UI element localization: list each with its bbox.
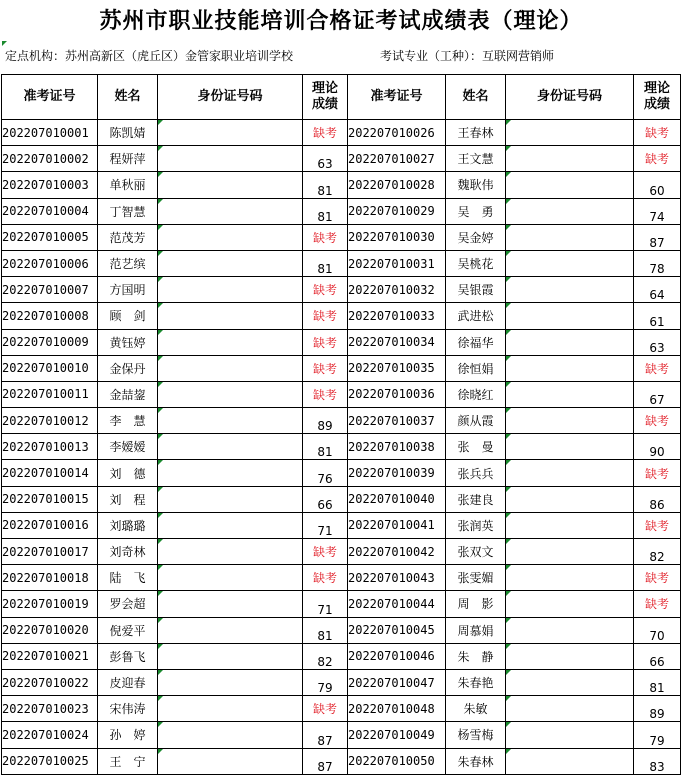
exam-no-cell: 202207010021 — [2, 643, 98, 669]
header-name-right: 姓名 — [446, 75, 506, 120]
cell-marker — [158, 277, 163, 282]
cell-marker — [506, 382, 511, 387]
id-no-cell — [158, 748, 303, 774]
score-table — [1, 74, 681, 775]
exam-no-cell: 202207010036 — [348, 381, 446, 407]
id-no-cell — [506, 250, 634, 276]
exam-no-cell: 202207010024 — [2, 722, 98, 748]
cell-marker — [158, 146, 163, 151]
score-cell: 66 — [634, 643, 681, 669]
score-cell-absent: 缺考 — [303, 303, 348, 329]
exam-no-cell: 202207010030 — [348, 224, 446, 250]
cell-marker — [158, 591, 163, 596]
cell-marker — [158, 172, 163, 177]
table-row — [2, 303, 681, 329]
name-cell: 张雯媚 — [446, 565, 506, 591]
cell-marker — [506, 330, 511, 335]
id-no-cell — [506, 643, 634, 669]
cell-marker — [158, 696, 163, 701]
cell-marker — [506, 749, 511, 754]
id-no-cell — [158, 617, 303, 643]
cell-marker — [506, 670, 511, 675]
id-no-cell — [158, 512, 303, 538]
score-cell: 81 — [634, 669, 681, 695]
name-cell: 程妍萍 — [98, 146, 158, 172]
id-no-cell — [506, 722, 634, 748]
exam-no-cell: 202207010050 — [348, 748, 446, 774]
name-cell: 王春林 — [446, 120, 506, 146]
name-cell: 朱 静 — [446, 643, 506, 669]
id-no-cell — [158, 303, 303, 329]
exam-no-cell: 202207010027 — [348, 146, 446, 172]
score-cell-absent: 缺考 — [303, 539, 348, 565]
cell-marker — [158, 749, 163, 754]
score-cell: 87 — [303, 748, 348, 774]
exam-no-cell: 202207010008 — [2, 303, 98, 329]
score-cell-absent: 缺考 — [634, 591, 681, 617]
cell-marker — [506, 513, 511, 518]
id-no-cell — [506, 460, 634, 486]
name-cell: 金保丹 — [98, 355, 158, 381]
id-no-cell — [158, 408, 303, 434]
score-cell: 83 — [634, 748, 681, 774]
id-no-cell — [506, 486, 634, 512]
table-row — [2, 329, 681, 355]
score-cell: 63 — [303, 146, 348, 172]
cell-marker — [506, 644, 511, 649]
exam-no-cell: 202207010045 — [348, 617, 446, 643]
id-no-cell — [158, 696, 303, 722]
score-cell: 67 — [634, 381, 681, 407]
name-cell: 吴银霞 — [446, 277, 506, 303]
table-row — [2, 539, 681, 565]
id-no-cell — [506, 539, 634, 565]
exam-no-cell: 202207010010 — [2, 355, 98, 381]
name-cell: 李嫒嫒 — [98, 434, 158, 460]
name-cell: 宋伟涛 — [98, 696, 158, 722]
exam-no-cell: 202207010029 — [348, 198, 446, 224]
score-cell: 66 — [303, 486, 348, 512]
id-no-cell — [506, 381, 634, 407]
name-cell: 黄钰婷 — [98, 329, 158, 355]
id-no-cell — [158, 486, 303, 512]
name-cell: 徐晓红 — [446, 381, 506, 407]
id-no-cell — [506, 434, 634, 460]
exam-no-cell: 202207010020 — [2, 617, 98, 643]
id-no-cell — [158, 565, 303, 591]
exam-no-cell: 202207010005 — [2, 224, 98, 250]
page-title: 苏州市职业技能培训合格证考试成绩表（理论） — [99, 9, 583, 34]
header-score-right-line1: 理论 — [643, 81, 670, 96]
name-cell: 王 宁 — [98, 748, 158, 774]
id-no-cell — [158, 120, 303, 146]
name-cell: 徐恒娟 — [446, 355, 506, 381]
exam-no-cell: 202207010044 — [348, 591, 446, 617]
header-id-no-right: 身份证号码 — [506, 75, 634, 120]
id-no-cell — [158, 669, 303, 695]
header-score-line2: 成绩 — [311, 97, 338, 112]
score-cell-absent: 缺考 — [634, 565, 681, 591]
score-cell: 70 — [634, 617, 681, 643]
score-cell: 86 — [634, 486, 681, 512]
id-no-cell — [158, 355, 303, 381]
cell-marker — [506, 172, 511, 177]
name-cell: 方国明 — [98, 277, 158, 303]
exam-no-cell: 202207010013 — [2, 434, 98, 460]
table-row — [2, 224, 681, 250]
id-no-cell — [506, 120, 634, 146]
exam-no-cell: 202207010043 — [348, 565, 446, 591]
name-cell: 吴 勇 — [446, 198, 506, 224]
table-row — [2, 460, 681, 486]
name-cell: 徐福华 — [446, 329, 506, 355]
score-cell-absent: 缺考 — [634, 355, 681, 381]
name-cell: 罗会超 — [98, 591, 158, 617]
score-cell: 89 — [303, 408, 348, 434]
id-no-cell — [506, 355, 634, 381]
cell-marker — [506, 277, 511, 282]
table-row — [2, 643, 681, 669]
name-cell: 朱春林 — [446, 748, 506, 774]
score-cell-absent: 缺考 — [303, 565, 348, 591]
score-cell-absent: 缺考 — [634, 408, 681, 434]
score-cell: 74 — [634, 198, 681, 224]
table-row — [2, 198, 681, 224]
id-no-cell — [506, 277, 634, 303]
exam-no-cell: 202207010023 — [2, 696, 98, 722]
id-no-cell — [158, 146, 303, 172]
score-cell: 79 — [303, 669, 348, 695]
name-cell: 单秋丽 — [98, 172, 158, 198]
table-row — [2, 696, 681, 722]
table-row — [2, 277, 681, 303]
cell-marker — [506, 618, 511, 623]
table-row — [2, 381, 681, 407]
name-cell: 范茂芳 — [98, 224, 158, 250]
id-no-cell — [506, 303, 634, 329]
exam-no-cell: 202207010038 — [348, 434, 446, 460]
table-row — [2, 434, 681, 460]
exam-no-cell: 202207010042 — [348, 539, 446, 565]
name-cell: 陈凯婧 — [98, 120, 158, 146]
name-cell: 刘 德 — [98, 460, 158, 486]
table-row — [2, 512, 681, 538]
exam-no-cell: 202207010015 — [2, 486, 98, 512]
id-no-cell — [506, 565, 634, 591]
score-cell: 78 — [634, 250, 681, 276]
score-cell: 82 — [634, 539, 681, 565]
cell-marker — [158, 722, 163, 727]
score-cell: 71 — [303, 512, 348, 538]
cell-marker — [158, 487, 163, 492]
exam-no-cell: 202207010026 — [348, 120, 446, 146]
id-no-cell — [158, 172, 303, 198]
cell-marker — [506, 565, 511, 570]
score-cell: 76 — [303, 460, 348, 486]
id-no-cell — [506, 669, 634, 695]
score-cell: 81 — [303, 434, 348, 460]
score-cell: 60 — [634, 172, 681, 198]
score-cell-absent: 缺考 — [634, 146, 681, 172]
cell-marker — [506, 408, 511, 413]
cell-marker — [506, 539, 511, 544]
id-no-cell — [158, 539, 303, 565]
table-row — [2, 565, 681, 591]
cell-marker — [158, 408, 163, 413]
name-cell: 陆 飞 — [98, 565, 158, 591]
name-cell: 朱春艳 — [446, 669, 506, 695]
cell-marker — [158, 618, 163, 623]
exam-no-cell: 202207010022 — [2, 669, 98, 695]
cell-marker — [158, 330, 163, 335]
exam-no-cell: 202207010009 — [2, 329, 98, 355]
exam-no-cell: 202207010049 — [348, 722, 446, 748]
cell-marker — [506, 487, 511, 492]
name-cell: 顾 剑 — [98, 303, 158, 329]
score-cell: 81 — [303, 250, 348, 276]
header-score-line1: 理论 — [311, 81, 338, 96]
exam-no-cell: 202207010012 — [2, 408, 98, 434]
id-no-cell — [506, 329, 634, 355]
id-no-cell — [506, 146, 634, 172]
cell-marker — [506, 460, 511, 465]
id-no-cell — [506, 748, 634, 774]
name-cell: 颜从霞 — [446, 408, 506, 434]
id-no-cell — [506, 198, 634, 224]
score-cell: 81 — [303, 617, 348, 643]
exam-no-cell: 202207010048 — [348, 696, 446, 722]
cell-marker — [158, 382, 163, 387]
exam-no-cell: 202207010011 — [2, 381, 98, 407]
score-cell: 87 — [303, 722, 348, 748]
name-cell: 朱敏 — [446, 696, 506, 722]
score-cell-absent: 缺考 — [303, 120, 348, 146]
cell-marker — [506, 225, 511, 230]
score-cell: 79 — [634, 722, 681, 748]
cell-marker — [506, 251, 511, 256]
id-no-cell — [158, 277, 303, 303]
name-cell: 刘奇林 — [98, 539, 158, 565]
exam-no-cell: 202207010037 — [348, 408, 446, 434]
exam-no-cell: 202207010034 — [348, 329, 446, 355]
id-no-cell — [158, 198, 303, 224]
cell-marker — [158, 225, 163, 230]
score-cell-absent: 缺考 — [303, 381, 348, 407]
table-row — [2, 120, 681, 146]
name-cell: 张建良 — [446, 486, 506, 512]
table-row — [2, 250, 681, 276]
exam-no-cell: 202207010004 — [2, 198, 98, 224]
header-id-no: 身份证号码 — [158, 75, 303, 120]
name-cell: 倪爱平 — [98, 617, 158, 643]
table-row — [2, 617, 681, 643]
exam-no-cell: 202207010039 — [348, 460, 446, 486]
cell-marker — [158, 434, 163, 439]
name-cell: 武进松 — [446, 303, 506, 329]
score-cell: 90 — [634, 434, 681, 460]
exam-no-cell: 202207010025 — [2, 748, 98, 774]
profession-label: 考试专业（工种）：互联网营销师 — [380, 49, 555, 63]
score-cell-absent: 缺考 — [303, 355, 348, 381]
name-cell: 刘 程 — [98, 486, 158, 512]
name-cell: 张双文 — [446, 539, 506, 565]
cell-marker — [506, 120, 511, 125]
institution-label: 定点机构：苏州高新区（虎丘区）金管家职业培训学校 — [5, 49, 294, 63]
table-row — [2, 172, 681, 198]
header-exam-no: 准考证号 — [2, 75, 98, 120]
cell-marker — [158, 356, 163, 361]
score-cell-absent: 缺考 — [634, 120, 681, 146]
id-no-cell — [506, 617, 634, 643]
exam-no-cell: 202207010019 — [2, 591, 98, 617]
name-cell: 丁智慧 — [98, 198, 158, 224]
name-cell: 吴桃花 — [446, 250, 506, 276]
exam-no-cell: 202207010041 — [348, 512, 446, 538]
table-row — [2, 408, 681, 434]
header-row — [2, 75, 681, 120]
cell-marker — [158, 199, 163, 204]
cell-marker — [158, 251, 163, 256]
cell-marker — [506, 696, 511, 701]
table-row — [2, 591, 681, 617]
header-name: 姓名 — [98, 75, 158, 120]
score-cell-absent: 缺考 — [303, 696, 348, 722]
exam-no-cell: 202207010028 — [348, 172, 446, 198]
id-no-cell — [506, 224, 634, 250]
exam-no-cell: 202207010002 — [2, 146, 98, 172]
exam-no-cell: 202207010014 — [2, 460, 98, 486]
id-no-cell — [506, 696, 634, 722]
name-cell: 张润英 — [446, 512, 506, 538]
score-cell-absent: 缺考 — [303, 277, 348, 303]
exam-no-cell: 202207010047 — [348, 669, 446, 695]
id-no-cell — [158, 643, 303, 669]
score-cell: 61 — [634, 303, 681, 329]
exam-no-cell: 202207010007 — [2, 277, 98, 303]
name-cell: 张兵兵 — [446, 460, 506, 486]
id-no-cell — [158, 224, 303, 250]
id-no-cell — [158, 434, 303, 460]
id-no-cell — [158, 250, 303, 276]
id-no-cell — [158, 591, 303, 617]
cell-marker — [158, 513, 163, 518]
cell-marker — [158, 539, 163, 544]
cell-marker — [506, 434, 511, 439]
name-cell: 范艺缤 — [98, 250, 158, 276]
cell-marker — [506, 146, 511, 151]
header-score-right — [634, 75, 681, 120]
id-no-cell — [158, 329, 303, 355]
table-row — [2, 748, 681, 774]
name-cell: 周 影 — [446, 591, 506, 617]
name-cell: 吴金婷 — [446, 224, 506, 250]
table-row — [2, 722, 681, 748]
table-row — [2, 669, 681, 695]
cell-marker — [506, 199, 511, 204]
name-cell: 彭鲁飞 — [98, 643, 158, 669]
cell-marker — [158, 670, 163, 675]
name-cell: 李 慧 — [98, 408, 158, 434]
exam-no-cell: 202207010033 — [348, 303, 446, 329]
exam-no-cell: 202207010003 — [2, 172, 98, 198]
name-cell: 周慕娟 — [446, 617, 506, 643]
name-cell: 孙 婷 — [98, 722, 158, 748]
exam-no-cell: 202207010032 — [348, 277, 446, 303]
table-body — [2, 120, 681, 775]
exam-no-cell: 202207010046 — [348, 643, 446, 669]
id-no-cell — [158, 381, 303, 407]
header-exam-no-right: 准考证号 — [348, 75, 446, 120]
score-cell-absent: 缺考 — [303, 329, 348, 355]
table-row — [2, 486, 681, 512]
id-no-cell — [506, 172, 634, 198]
exam-no-cell: 202207010001 — [2, 120, 98, 146]
cell-marker — [158, 565, 163, 570]
score-cell: 81 — [303, 198, 348, 224]
cell-marker — [158, 644, 163, 649]
name-cell: 魏耿伟 — [446, 172, 506, 198]
name-cell: 皮迎春 — [98, 669, 158, 695]
table-row — [2, 355, 681, 381]
id-no-cell — [158, 460, 303, 486]
exam-no-cell: 202207010040 — [348, 486, 446, 512]
id-no-cell — [506, 512, 634, 538]
cell-marker — [506, 356, 511, 361]
score-cell: 64 — [634, 277, 681, 303]
cell-marker — [506, 303, 511, 308]
name-cell: 张 曼 — [446, 434, 506, 460]
name-cell: 杨雪梅 — [446, 722, 506, 748]
header-score — [303, 75, 348, 120]
exam-no-cell: 202207010018 — [2, 565, 98, 591]
score-cell-absent: 缺考 — [634, 512, 681, 538]
score-cell-absent: 缺考 — [634, 460, 681, 486]
cell-marker — [506, 722, 511, 727]
exam-no-cell: 202207010035 — [348, 355, 446, 381]
cell-marker — [506, 591, 511, 596]
score-cell: 63 — [634, 329, 681, 355]
score-cell: 82 — [303, 643, 348, 669]
exam-no-cell: 202207010006 — [2, 250, 98, 276]
exam-no-cell: 202207010017 — [2, 539, 98, 565]
score-cell: 87 — [634, 224, 681, 250]
cell-marker — [158, 460, 163, 465]
cell-marker — [158, 120, 163, 125]
name-cell: 王文慧 — [446, 146, 506, 172]
score-cell: 71 — [303, 591, 348, 617]
score-cell: 89 — [634, 696, 681, 722]
score-cell: 81 — [303, 172, 348, 198]
id-no-cell — [158, 722, 303, 748]
exam-no-cell: 202207010031 — [348, 250, 446, 276]
exam-no-cell: 202207010016 — [2, 512, 98, 538]
name-cell: 刘璐璐 — [98, 512, 158, 538]
id-no-cell — [506, 408, 634, 434]
name-cell: 金喆鋆 — [98, 381, 158, 407]
id-no-cell — [506, 591, 634, 617]
header-score-right-line2: 成绩 — [643, 97, 670, 112]
table-row — [2, 146, 681, 172]
cell-marker — [2, 41, 7, 46]
score-cell-absent: 缺考 — [303, 224, 348, 250]
cell-marker — [158, 303, 163, 308]
